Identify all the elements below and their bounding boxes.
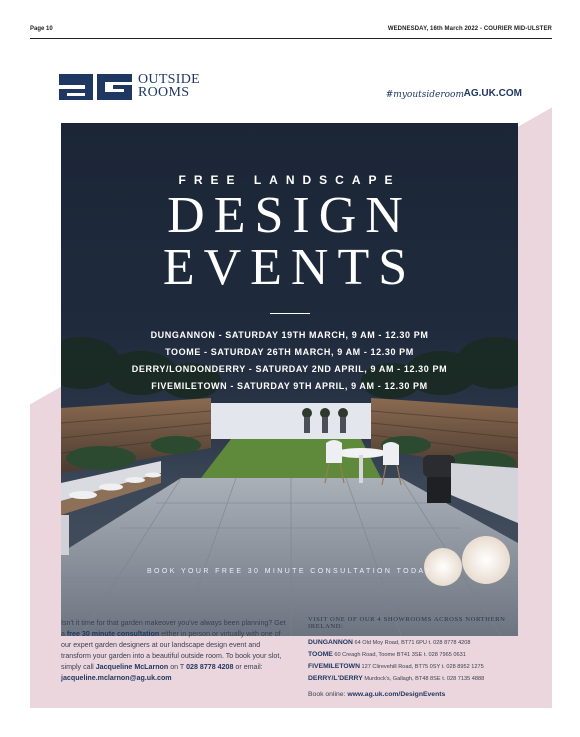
showroom-item	[308, 637, 533, 649]
intro-text-1: Isn't it time for that garden makeover you've always been planning? Get a	[61, 619, 286, 638]
hashtag: #myoutsideroom	[385, 90, 464, 100]
intro-text-2: either in person or virtually with one of our expert garden designers at our landscape design event and transform your garden into a beautiful outside room. To book your slot, simply call	[61, 630, 282, 671]
website-link[interactable]: AG.UK.COM	[463, 88, 522, 99]
booking-cta: BOOK YOUR FREE 30 MINUTE CONSULTATION TODAY	[146, 568, 433, 575]
logo-wordmark	[138, 73, 200, 99]
event-item: DUNGANNON - SATURDAY 19TH MARCH, 9 AM - 12.30 PM	[150, 330, 429, 340]
showroom-name: FIVEMILETOWN	[308, 663, 360, 670]
ag-logo-mark-icon	[59, 74, 132, 100]
showrooms-block	[308, 616, 533, 698]
headline-line1: DESIGN	[167, 187, 412, 244]
book-online	[308, 691, 533, 698]
showroom-item	[308, 673, 533, 685]
book-online-link[interactable]: www.ag.uk.com/DesignEvents	[347, 691, 446, 698]
dateline: WEDNESDAY, 16th March 2022 - COURIER MID-ULSTER	[387, 26, 552, 32]
contact-email[interactable]: jacqueline.mclarnon@ag.uk.com	[61, 674, 172, 682]
showroom-phone[interactable]: t. 028 8952 1275	[441, 664, 484, 670]
intro-paragraph	[61, 618, 286, 684]
event-list	[61, 327, 518, 395]
showroom-name: DERRY/L'DERRY	[308, 675, 363, 682]
contact-phone[interactable]: 028 8778 4208	[186, 663, 234, 671]
hero-image	[61, 123, 518, 636]
divider	[270, 313, 310, 314]
headline-line2: EVENTS	[162, 239, 417, 296]
showroom-phone[interactable]: t. 028 8778 4208	[428, 640, 471, 646]
intro-offer: free 30 minute consultation	[66, 630, 160, 638]
showroom-address: Murdock's, Gallagh, BT48 8SE	[364, 676, 441, 682]
showroom-address: 64 Old Moy Road, BT71 6PU	[354, 640, 427, 646]
showroom-name: TOOME	[308, 651, 333, 658]
showroom-item	[308, 661, 533, 673]
showroom-phone[interactable]: t. 028 7135 4888	[442, 676, 485, 682]
showroom-item	[308, 649, 533, 661]
page-number: Page 10	[30, 26, 53, 32]
showroom-phone[interactable]: t. 028 7965 0631	[423, 652, 466, 658]
event-item: DERRY/LONDONDERRY - SATURDAY 2ND APRIL, 9 AM - 12.30 PM	[131, 364, 448, 374]
contact-name: Jacqueline McLarnon	[95, 663, 169, 671]
showroom-address: 127 Clirevehill Road, BT75 0SY	[361, 664, 441, 670]
showroom-address: 60 Creagh Road, Toome BT41 3SE	[334, 652, 423, 658]
showroom-name: DUNGANNON	[308, 639, 353, 646]
intro-text-3: on T	[168, 663, 187, 671]
book-online-label: Book online:	[308, 691, 348, 698]
showrooms-heading: VISIT ONE OF OUR 4 SHOWROOMS ACROSS NORTHERN IRELAND:	[308, 616, 506, 630]
logo-text-line1: OUTSIDE	[138, 72, 200, 87]
event-item: TOOME - SATURDAY 26TH MARCH, 9 AM - 12.30 PM	[165, 347, 414, 357]
intro-text-4: or email:	[233, 663, 263, 671]
headline-kicker: FREE LANDSCAPE	[178, 173, 401, 187]
advertisement	[30, 48, 552, 708]
newspaper-header	[30, 26, 552, 39]
event-item: FIVEMILETOWN - SATURDAY 9TH APRIL, 9 AM - 12.30 PM	[151, 381, 428, 391]
logo-text-line2: ROOMS	[138, 85, 190, 100]
